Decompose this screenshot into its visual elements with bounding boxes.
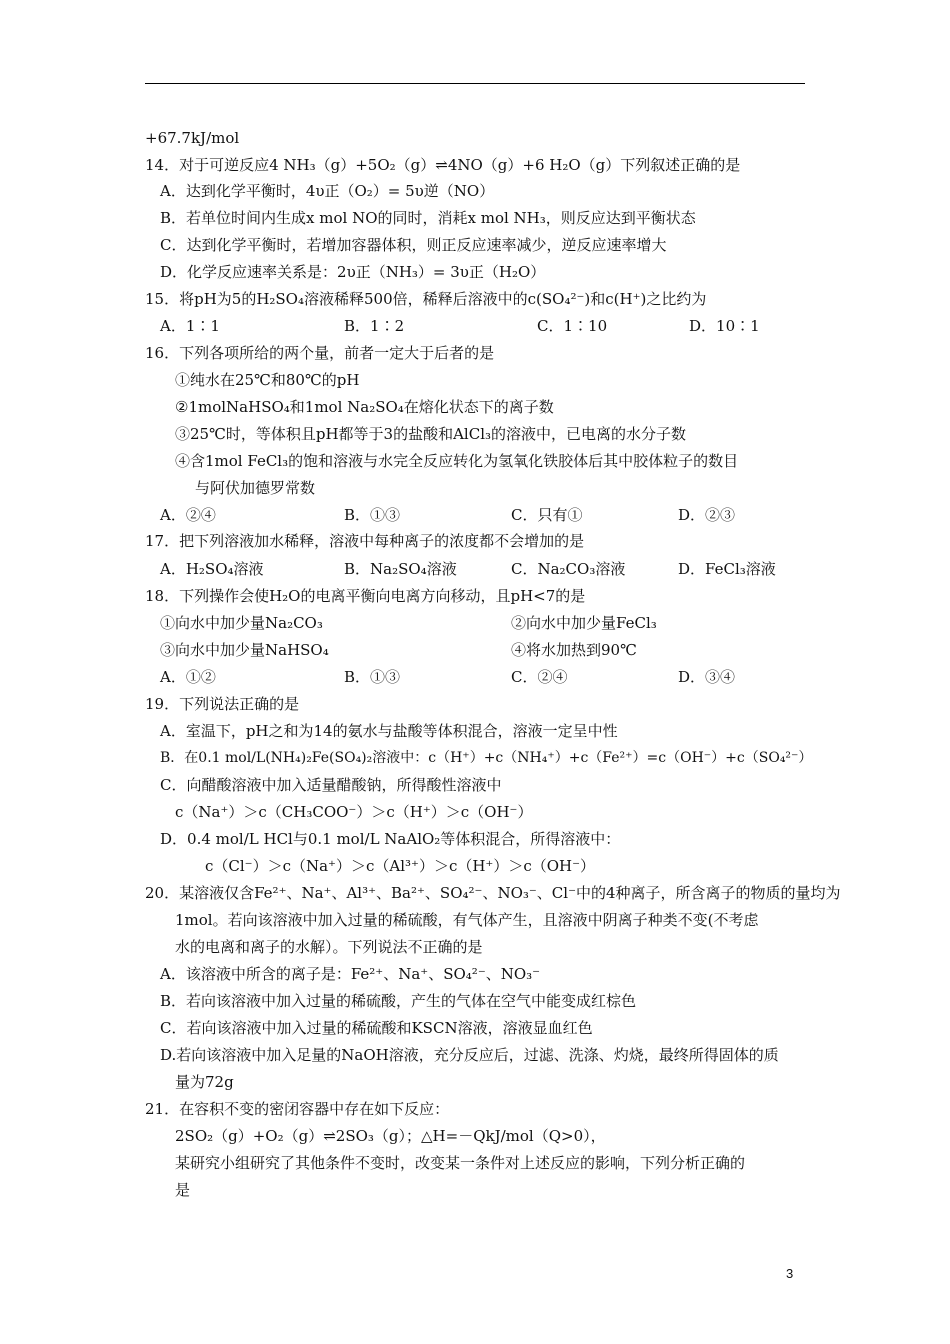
q16-item-3: ③25℃时，等体积且pH都等于3的盐酸和AlCl₃的溶液中，已电离的水分子数 [175,425,687,443]
q19-option-c-cont: c（Na⁺）＞c（CH₃COO⁻）＞c（H⁺）＞c（OH⁻） [175,803,533,821]
q14-option-a: A．达到化学平衡时，4υ正（O₂）= 5υ逆（NO） [160,182,495,200]
q14-stem: 14．对于可逆反应4 NH₃（g）+5O₂（g）⇌4NO（g）+6 H₂O（g）下列叙述正确的是 [145,156,741,174]
q14-option-b: B．若单位时间内生成x mol NO的同时，消耗x mol NH₃，则反应达到平衡状态 [160,209,696,227]
q15-option-b: B．1∶2 [344,317,405,335]
q16-stem: 16．下列各项所给的两个量，前者一定大于后者的是 [145,344,495,362]
q15-option-d: D．10∶1 [689,317,760,335]
page-number: 3 [786,1266,794,1281]
q18-option-d: D．③④ [678,668,736,686]
q19-option-c: C．向醋酸溶液中加入适量醋酸钠，所得酸性溶液中 [160,776,502,794]
q19-option-d-cont: c（Cl⁻）＞c（Na⁺）＞c（Al³⁺）＞c（H⁺）＞c（OH⁻） [205,857,596,875]
prev-answer-tail: +67.7kJ/mol [145,129,240,147]
q20-stem-3: 水的电离和离子的水解）。下列说法不正确的是 [175,938,483,956]
q17-option-c: C．Na₂CO₃溶液 [511,560,626,578]
q21-text-2: 是 [175,1181,191,1199]
q17-option-b: B．Na₂SO₄溶液 [344,560,457,578]
q16-item-2: ②1molNaHSO₄和1mol Na₂SO₄在熔化状态下的离子数 [175,398,554,416]
q20-option-c: C．若向该溶液中加入过量的稀硫酸和KSCN溶液，溶液显血红色 [160,1019,593,1037]
q16-option-c: C．只有① [511,506,583,524]
q14-option-d: D．化学反应速率关系是：2υ正（NH₃）= 3υ正（H₂O） [160,263,546,281]
q21-text-1: 某研究小组研究了其他条件不变时，改变某一条件对上述反应的影响，下列分析正确的 [175,1154,746,1172]
q18-option-c: C．②④ [511,668,568,686]
q16-item-4-cont: 与阿伏加德罗常数 [195,479,316,497]
header-rule [145,83,805,84]
q19-option-a: A．室温下，pH之和为14的氨水与盐酸等体积混合，溶液一定呈中性 [160,722,618,740]
q17-stem: 17．把下列溶液加水稀释，溶液中每种离子的浓度都不会增加的是 [145,532,585,550]
q18-item-1: ①向水中加少量Na₂CO₃ [160,614,323,632]
q15-option-c: C．1∶10 [537,317,608,335]
q20-option-a: A．该溶液中所含的离子是：Fe²⁺、Na⁺、SO₄²⁻、NO₃⁻ [160,965,541,983]
q16-item-4: ④含1mol FeCl₃的饱和溶液与水完全反应转化为氢氧化铁胶体后其中胶体粒子的数目 [175,452,739,470]
q15-option-a: A．1∶1 [160,317,220,335]
q20-stem-1: 20．某溶液仅含Fe²⁺、Na⁺、Al³⁺、Ba²⁺、SO₄²⁻、NO₃⁻、Cl⁻中的4种离子，所含离子的物质的量均为 [145,884,841,902]
q18-item-3: ③向水中加少量NaHSO₄ [160,641,329,659]
q17-option-a: A．H₂SO₄溶液 [160,560,264,578]
q20-stem-2: 1mol。若向该溶液中加入过量的稀硫酸，有气体产生，且溶液中阴离子种类不变(不考虑 [175,911,759,929]
q18-option-a: A．①② [160,668,216,686]
q20-option-d: D.若向该溶液中加入足量的NaOH溶液，充分反应后，过滤、洗涤、灼烧，最终所得固体的质 [160,1046,779,1064]
q16-option-d: D．②③ [678,506,736,524]
q21-stem: 21．在容积不变的密闭容器中存在如下反应： [145,1100,450,1118]
q20-option-d-cont: 量为72g [175,1073,234,1091]
q21-equation: 2SO₂（g）+O₂（g）⇌2SO₃（g）；△H=－QkJ/mol（Q>0）， [175,1127,606,1145]
q16-option-a: A．②④ [160,506,216,524]
q18-stem: 18．下列操作会使H₂O的电离平衡向电离方向移动，且pH<7的是 [145,587,586,605]
q20-option-b: B．若向该溶液中加入过量的稀硫酸，产生的气体在空气中能变成红棕色 [160,992,637,1010]
q14-option-c: C．达到化学平衡时，若增加容器体积，则正反应速率减少，逆反应速率增大 [160,236,667,254]
q17-option-d: D．FeCl₃溶液 [678,560,776,578]
q19-option-d: D．0.4 mol/L HCl与0.1 mol/L NaAlO₂等体积混合，所得溶液中： [160,830,621,848]
q16-item-1: ①纯水在25℃和80℃的pH [175,371,360,389]
q15-stem: 15．将pH为5的H₂SO₄溶液稀释500倍，稀释后溶液中的c(SO₄²⁻)和c(H⁺)之比约为 [145,290,707,308]
q18-option-b: B．①③ [344,668,401,686]
q19-option-b: B．在0.1 mol/L(NH₄)₂Fe(SO₄)₂溶液中：c（H⁺）+c（NH₄⁺）+c（Fe²⁺）=c（OH⁻）+c（SO₄²⁻） [160,750,813,766]
q19-stem: 19．下列说法正确的是 [145,695,300,713]
q18-item-2: ②向水中加少量FeCl₃ [511,614,657,632]
q16-option-b: B．①③ [344,506,401,524]
q18-item-4: ④将水加热到90℃ [511,641,637,659]
